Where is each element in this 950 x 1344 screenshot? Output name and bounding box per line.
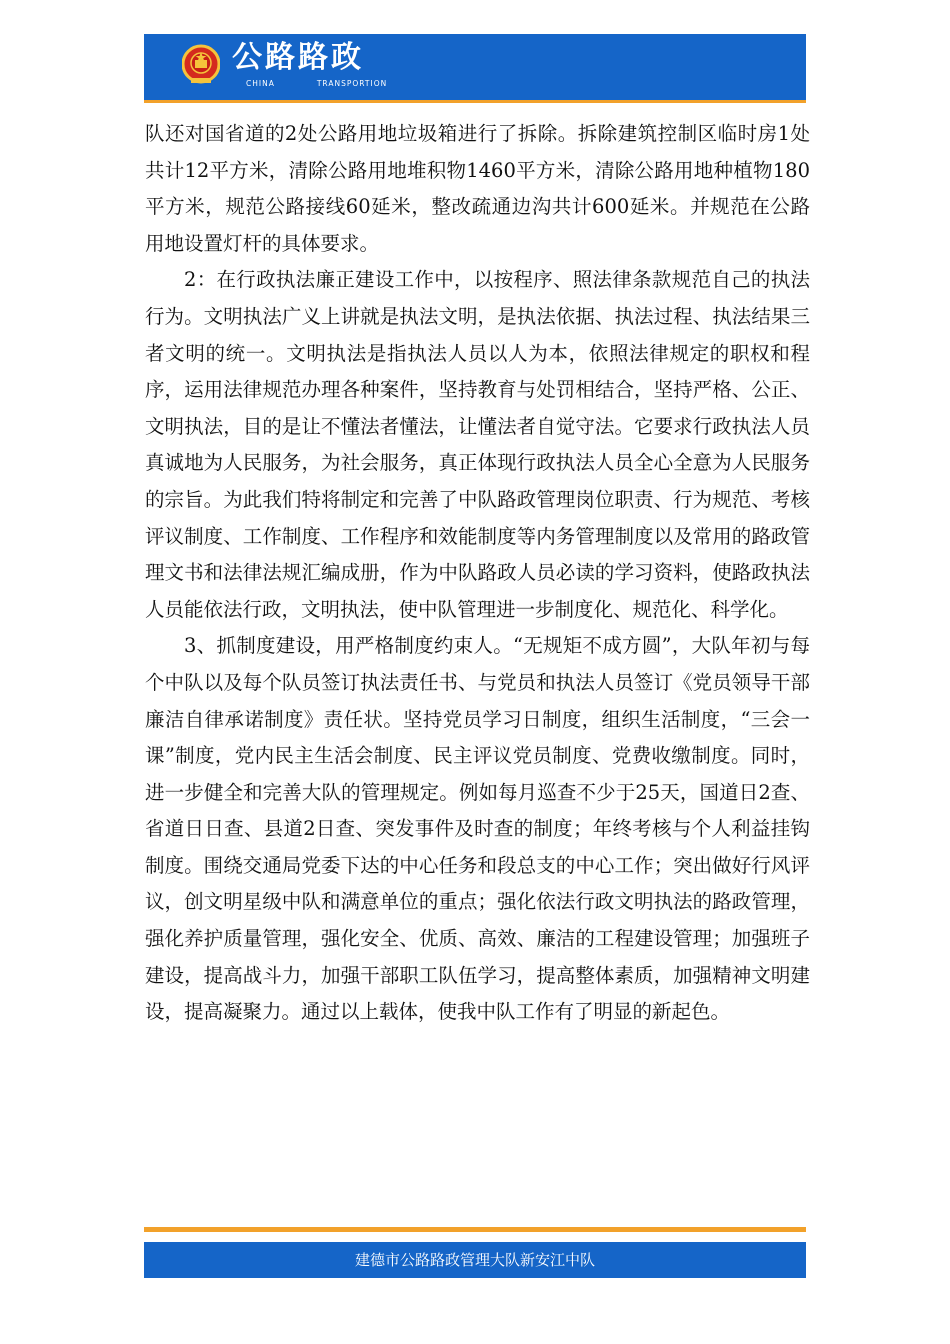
paragraph-2: 2：在行政执法廉正建设工作中，以按程序、照法律条款规范自己的执法行为。文明执法广义上讲就是执法文明，是执法依据、执法过程、执法结果三者文明的统一。文明执法是指执法人员以人为本，依照法律规定的职权和程序，运用法律规范办理各种案件，坚持教育与处罚相结合，坚持严格、公正、文明执法，目的是让不懂法者懂法，让懂法者自觉守法。它要求行政执法人员真诚地为人民服务，为社会服务，真正体现行政执法人员全心全意为人民服务的宗旨。为此我们特将制定和完善了中队路政管理岗位职责、行为规范、考核评议制度、工作制度、工作程序和效能制度等内务管理制度以及常用的路政管理文书和法律法规汇编成册，作为中队路政人员必读的学习资料，使路政执法人员能依法行政，文明执法，使中队管理进一步制度化、规范化、科学化。: [145, 268, 810, 621]
header-banner: [144, 34, 806, 103]
brand-subtitle: [246, 79, 387, 89]
paragraph-3: 3、抓制度建设，用严格制度约束人。“无规矩不成方圆”，大队年初与每个中队以及每个队员签订执法责任书、与党员和执法人员签订《党员领导干部廉洁自律承诺制度》责任状。坚持党员学习日制度，组织生活制度，“三会一课”制度，党内民主生活会制度、民主评议党员制度、党费收缴制度。同时，进一步健全和完善大队的管理规定。例如每月巡查不少于25天，国道日2查、省道日日查、县道2日查、突发事件及时查的制度；年终考核与个人利益挂钩制度。围绕交通局党委下达的中心任务和段总支的中心工作；突出做好行风评议，创文明星级中队和满意单位的重点；强化依法行政文明执法的路政管理，强化养护质量管理，强化安全、优质、高效、廉洁的工程建设管理；加强班子建设，提高战斗力，加强干部职工队伍学习，提高整体素质，加强精神文明建设，提高凝聚力。通过以上载体，使我中队工作有了明显的新起色。: [145, 634, 810, 1024]
document-body: [145, 116, 810, 1031]
paragraph-1: 队还对国省道的2处公路用地垃圾箱进行了拆除。拆除建筑控制区临时房1处共计12平方米，清除公路用地堆积物1460平方米，清除公路用地种植物180平方米，规范公路接线60延米，整改疏通边沟共计600延米。并规范在公路用地设置灯杆的具体要求。: [145, 122, 810, 255]
brand-title: 公路路政: [232, 40, 364, 75]
brand-sub-left: CHINA: [246, 79, 275, 88]
national-emblem-icon: [182, 42, 220, 86]
footer-divider: [144, 1227, 806, 1232]
brand-sub-right: TRANSPORTION: [316, 79, 388, 88]
footer-banner: 建德市公路路政管理大队新安江中队: [144, 1242, 806, 1278]
